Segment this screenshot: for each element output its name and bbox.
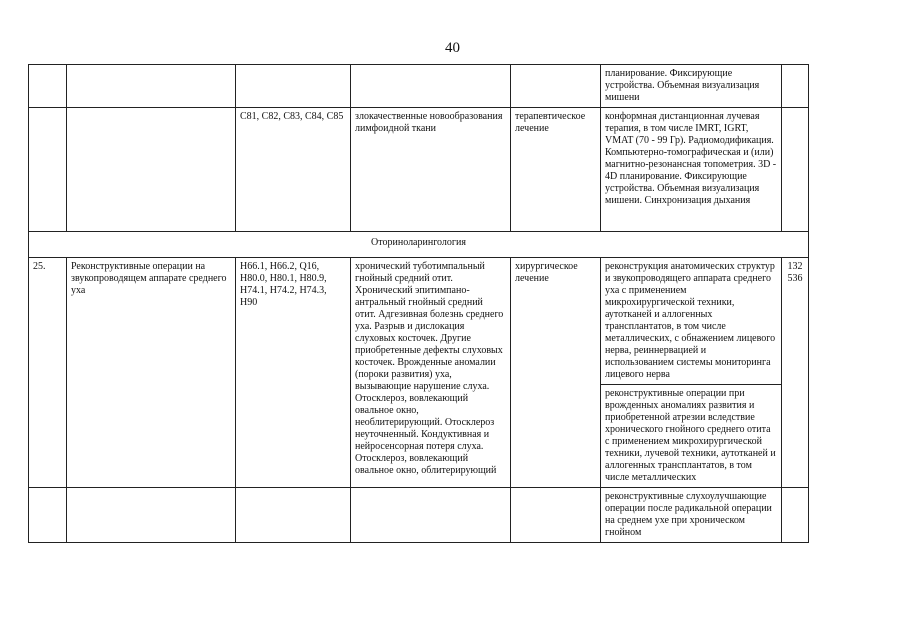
method-cell: планирование. Фиксирующие устройства. Объемная визуализация мишени [601, 65, 782, 108]
table-row [29, 108, 809, 232]
cost-cell: 132536 [782, 258, 809, 488]
section-title: Оториноларингология [29, 232, 809, 258]
method-item: реконструкция анатомических структур и звукопроводящего аппарата среднего уха с применением микрохирургической техники, аутотканей и аллогенных трансплантатов, в том числе металлических, с обнажением лицевого нерва, реиннервацией и использованием системы мониторинга лицевого нерва [605, 261, 776, 380]
table-row [29, 488, 809, 543]
method-item: реконструктивные операции при врожденных аномалиях развития и приобретенной атрезии вследствие хронического гнойного среднего отита с применением микрохирургической техники, лучевой техники, аутотканей и аллогенных трансплантатов, в том числе металлических [601, 384, 781, 487]
method-cell: конформная дистанционная лучевая терапия, в том числе IMRT, IGRT, VMAT (70 - 99 Гр). Радиомодификация. Компьютерно-томографическая и (или) магнитно-резонансная топометрия. 3D - 4D планирование. Фиксирующие устройства. Объемная визуализация мишени. Синхронизация дыхания [601, 108, 782, 232]
diagnosis-cell: хронический туботимпальный гнойный средний отит. Хронический эпитимпано-антральный гнойный средний отит. Адгезивная болезнь среднего уха. Разрыв и дислокация слуховых косточек. Другие приобретенные дефекты слуховых косточек. Врожденные аномалии (пороки развития) уха, вызывающие нарушение слуха. Отосклероз, вовлекающий овальное окно, необлитерирующий. Отосклероз неуточненный. Кондуктивная и нейросенсорная потеря слуха. Отосклероз, вовлекающий овальное окно, облитерирующий [351, 258, 511, 488]
row-number-cell: 25. [29, 258, 67, 488]
method-cell: реконструктивные слухоулучшающие операции после радикальной операции на среднем ухе при хроническом гнойном [601, 488, 782, 543]
row-number-cell [29, 488, 67, 543]
medical-care-table [28, 64, 809, 543]
operation-name-cell: Реконструктивные операции на звукопроводящем аппарате среднего уха [67, 258, 236, 488]
treatment-type-cell: хирургическое лечение [511, 258, 601, 488]
row-number-cell [29, 108, 67, 232]
icd-codes-cell [236, 488, 351, 543]
treatment-type-cell [511, 488, 601, 543]
methods-cell [601, 258, 782, 488]
treatment-type-cell: терапевтическое лечение [511, 108, 601, 232]
icd-codes-cell: C81, C82, C83, C84, C85 [236, 108, 351, 232]
diagnosis-cell [351, 65, 511, 108]
row-number-cell [29, 65, 67, 108]
section-row [29, 232, 809, 258]
operation-name-cell [67, 65, 236, 108]
operation-name-cell [67, 108, 236, 232]
cost-cell [782, 65, 809, 108]
table-row [29, 258, 809, 488]
diagnosis-cell [351, 488, 511, 543]
page-number: 40 [445, 40, 460, 56]
operation-name-cell [67, 488, 236, 543]
table-row [29, 65, 809, 108]
icd-codes-cell: H66.1, H66.2, Q16, H80.0, H80.1, H80.9, H74.1, H74.2, H74.3, H90 [236, 258, 351, 488]
cost-cell [782, 488, 809, 543]
icd-codes-cell [236, 65, 351, 108]
cost-cell [782, 108, 809, 232]
diagnosis-cell: злокачественные новообразования лимфоидной ткани [351, 108, 511, 232]
treatment-type-cell [511, 65, 601, 108]
